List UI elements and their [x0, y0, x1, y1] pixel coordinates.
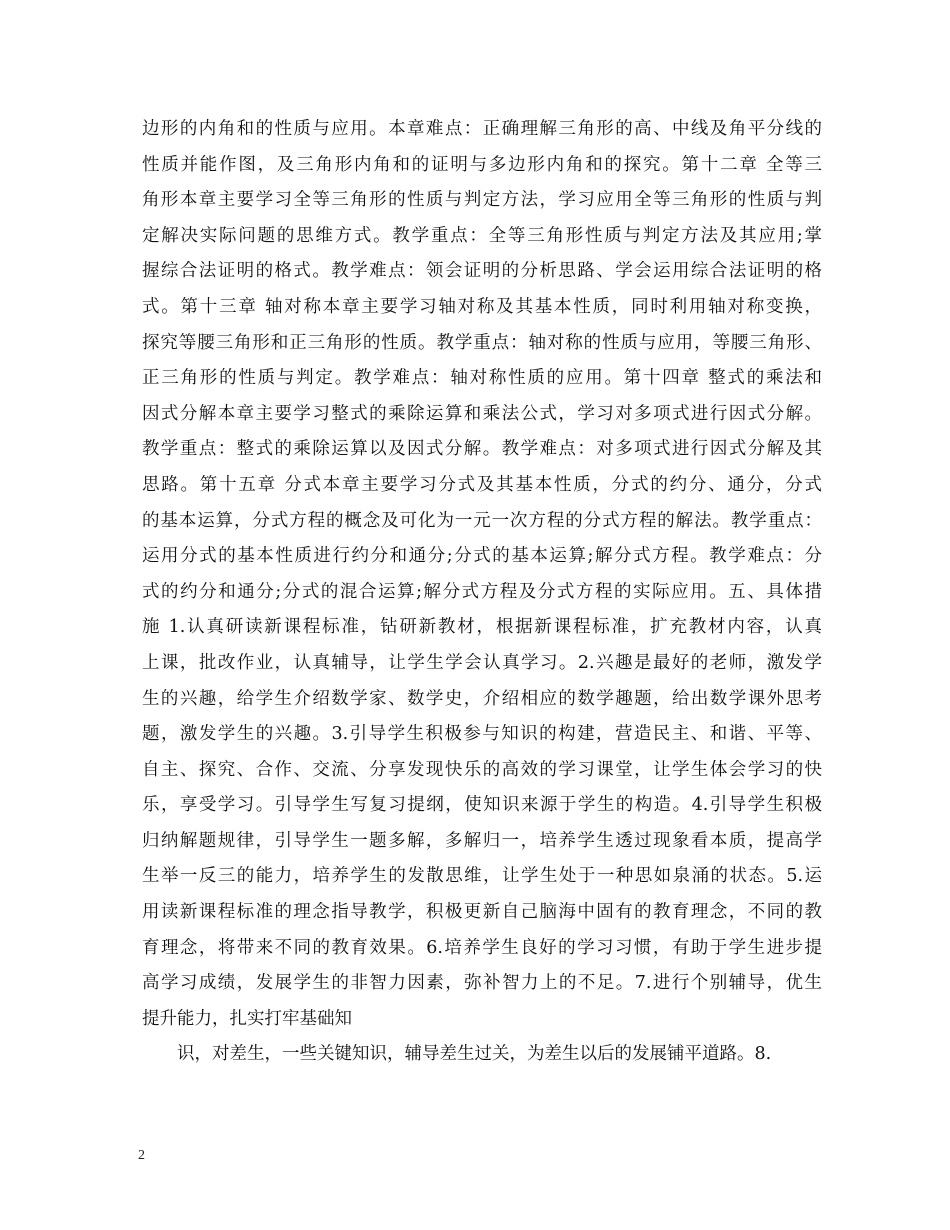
text-line: 归纳解题规律，引导学生一题多解，多解归一，培养学生透过现象看本质，提高学 [142, 830, 822, 851]
text-line: 育理念，将带来不同的教育效果。6.培养学生良好的学习习惯，有助于学生进步提 [142, 937, 822, 958]
text-line: 教学重点：整式的乘除运算以及因式分解。教学难点：对多项式进行因式分解及其 [142, 439, 822, 460]
text-line: 生的兴趣，给学生介绍数学家、数学史，介绍相应的数学趣题，给出数学课外思考 [142, 688, 822, 709]
page-number: 2 [138, 1148, 145, 1163]
text-line: 思路。第十五章 分式本章主要学习分式及其基本性质，分式的约分、通分，分式 [142, 474, 822, 495]
text-line: 自主、探究、合作、交流、分享发现快乐的高效的学习课堂，让学生体会学习的快 [142, 759, 822, 780]
text-line: 乐，享受学习。引导学生写复习提纲，使知识来源于学生的构造。4.引导学生积极 [142, 795, 822, 816]
text-line: 提升能力，扎实打牢基础知 [142, 1008, 352, 1029]
text-line: 探究等腰三角形和正三角形的性质。教学重点：轴对称的性质与应用，等腰三角形、 [142, 332, 822, 353]
text-line: 施 1.认真研读新课程标准，钻研新教材，根据新课程标准，扩充教材内容，认真 [142, 617, 822, 638]
text-line: 正三角形的性质与判定。教学难点：轴对称性质的应用。第十四章 整式的乘法和 [142, 368, 822, 389]
text-line: 角形本章主要学习全等三角形的性质与判定方法，学习应用全等三角形的性质与判 [142, 190, 822, 211]
text-line: 握综合法证明的格式。教学难点：领会证明的分析思路、学会运用综合法证明的格 [142, 261, 822, 282]
text-line: 式的约分和通分;分式的混合运算;解分式方程及分式方程的实际应用。五、具体措 [142, 581, 822, 602]
text-line: 因式分解本章主要学习整式的乘除运算和乘法公式，学习对多项式进行因式分解。 [142, 403, 822, 424]
text-line: 性质并能作图，及三角形内角和的证明与多边形内角和的探究。第十二章 全等三 [142, 154, 822, 175]
text-line: 边形的内角和的性质与应用。本章难点：正确理解三角形的高、中线及角平分线的 [142, 119, 822, 139]
text-line: 的基本运算，分式方程的概念及可化为一元一次方程的分式方程的解法。教学重点： [142, 510, 822, 531]
text-line: 生举一反三的能力，培养学生的发散思维，让学生处于一种思如泉涌的状态。5.运 [142, 866, 822, 887]
paragraph-first-line: 识，对差生，一些关键知识，辅导差生过关，为差生以后的发展铺平道路。8. [177, 1044, 772, 1065]
text-line: 运用分式的基本性质进行约分和通分;分式的基本运算;解分式方程。教学难点：分 [142, 546, 822, 567]
text-line: 式。第十三章 轴对称本章主要学习轴对称及其基本性质，同时利用轴对称变换， [142, 296, 822, 317]
text-line: 题，激发学生的兴趣。3.引导学生积极参与知识的构建，营造民主、和谐、平等、 [142, 724, 822, 745]
text-line: 上课，批改作业，认真辅导，让学生学会认真学习。2.兴趣是最好的老师，激发学 [142, 652, 822, 673]
body-text [142, 112, 822, 1073]
text-line: 用读新课程标准的理念指导教学，积极更新自己脑海中固有的教育理念，不同的教 [142, 902, 822, 923]
text-line: 高学习成绩，发展学生的非智力因素，弥补智力上的不足。7.进行个别辅导，优生 [142, 973, 822, 994]
text-line: 定解决实际问题的思维方式。教学重点：全等三角形性质与判定方法及其应用;掌 [142, 225, 822, 246]
